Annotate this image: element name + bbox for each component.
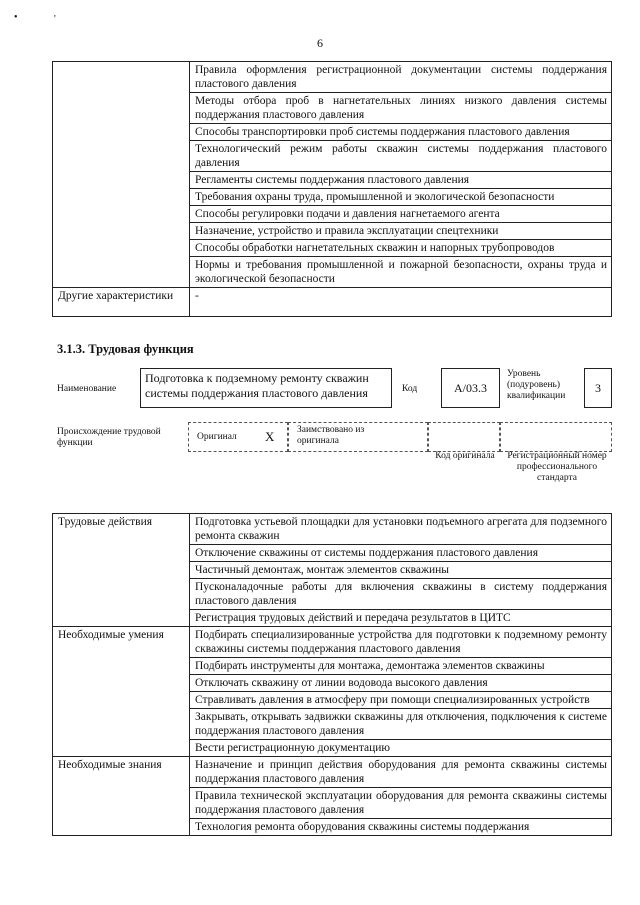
original-mark: X: [265, 429, 275, 444]
code-box: [441, 368, 500, 408]
name-label: Наименование: [57, 384, 117, 394]
scan-mark: ': [54, 14, 56, 25]
borrowed-cell: [288, 422, 428, 452]
knowledge-table-continued: [52, 61, 612, 317]
table-row: [53, 757, 612, 788]
row-label: [53, 62, 190, 288]
row-item: Правила технической эксплуатации оборудования для ремонта скважины системы поддержания пластового давления: [190, 788, 612, 819]
code-value: А/03.3: [454, 381, 487, 395]
row-item: Закрывать, открывать задвижки скважины для отключения, подключения к системе поддержания пластового давления: [190, 709, 612, 740]
table-row: [53, 62, 612, 93]
code-original-caption: Код оригинала: [435, 451, 495, 461]
row-item: Регистрация трудовых действий и передача результатов в ЦИТС: [190, 610, 612, 627]
table-row: [53, 288, 612, 317]
section-title: 3.1.3. Трудовая функция: [57, 342, 194, 356]
level-label: Уровень (подуровень) квалификации: [507, 369, 566, 401]
row-item: Вести регистрационную документацию: [190, 740, 612, 757]
origin-label: Происхождение трудовой функции: [57, 427, 161, 448]
original-label: Оригинал: [197, 432, 237, 442]
row-item: Методы отбора проб в нагнетательных линиях низкого давления системы поддержания пластового давления: [190, 93, 612, 124]
row-item: Подготовка устьевой площадки для установки подъемного агрегата для подземного ремонта скважин: [190, 514, 612, 545]
row-item: Назначение, устройство и правила эксплуатации спецтехники: [190, 223, 612, 240]
table-row: [53, 514, 612, 545]
row-item: Технологический режим работы скважин системы поддержания пластового давления: [190, 141, 612, 172]
other-value: -: [190, 288, 612, 317]
level-box: [584, 368, 612, 408]
row-item: Частичный демонтаж, монтаж элементов скважины: [190, 562, 612, 579]
row-label: Необходимые знания: [53, 757, 190, 836]
code-original-cell: [428, 422, 500, 452]
row-item: Правила оформления регистрационной документации системы поддержания пластового давления: [190, 62, 612, 93]
level-value: 3: [595, 381, 601, 395]
code-label: Код: [402, 384, 418, 394]
row-item: Отключать скважину от линии водовода высокого давления: [190, 675, 612, 692]
row-item: Подбирать специализированные устройства для подготовки к подземному ремонту скважины системы поддержания пластового давления: [190, 627, 612, 658]
row-item: Назначение и принцип действия оборудования для ремонта скважины системы поддержания пластового давления: [190, 757, 612, 788]
row-item: Отключение скважины от системы поддержания пластового давления: [190, 545, 612, 562]
row-item: Пусконаладочные работы для включения скважины в систему поддержания пластового давления: [190, 579, 612, 610]
row-label: Необходимые умения: [53, 627, 190, 757]
reg-number-caption: Регистрационный номер профессионального стандарта: [507, 451, 607, 483]
page-number: 6: [317, 36, 323, 50]
row-item: Требования охраны труда, промышленной и экологической безопасности: [190, 189, 612, 206]
row-item: Технология ремонта оборудования скважины системы поддержания: [190, 819, 612, 836]
row-item: Способы обработки нагнетательных скважин и напорных трубопроводов: [190, 240, 612, 257]
table-row: [53, 627, 612, 658]
row-item: Способы регулировки подачи и давления нагнетаемого агента: [190, 206, 612, 223]
row-item: Регламенты системы поддержания пластового давления: [190, 172, 612, 189]
function-name-box: [140, 368, 392, 408]
borrowed-label: Заимствовано из оригинала: [297, 425, 365, 446]
labor-function-table: [52, 513, 612, 836]
original-cell: [188, 422, 288, 452]
row-item: Стравливать давления в атмосферу при помощи специализированных устройств: [190, 692, 612, 709]
row-item: Нормы и требования промышленной и пожарной безопасности, охраны труда и экологической безопасности: [190, 257, 612, 288]
reg-number-cell: [500, 422, 612, 452]
row-item: Подбирать инструменты для монтажа, демонтажа элементов скважины: [190, 658, 612, 675]
row-label: Трудовые действия: [53, 514, 190, 627]
row-item: Способы транспортировки проб системы поддержания пластового давления: [190, 124, 612, 141]
scan-mark: •: [14, 12, 18, 23]
other-label: Другие характеристики: [53, 288, 190, 317]
function-name: Подготовка к подземному ремонту скважин системы поддержания пластового давления: [145, 371, 369, 400]
